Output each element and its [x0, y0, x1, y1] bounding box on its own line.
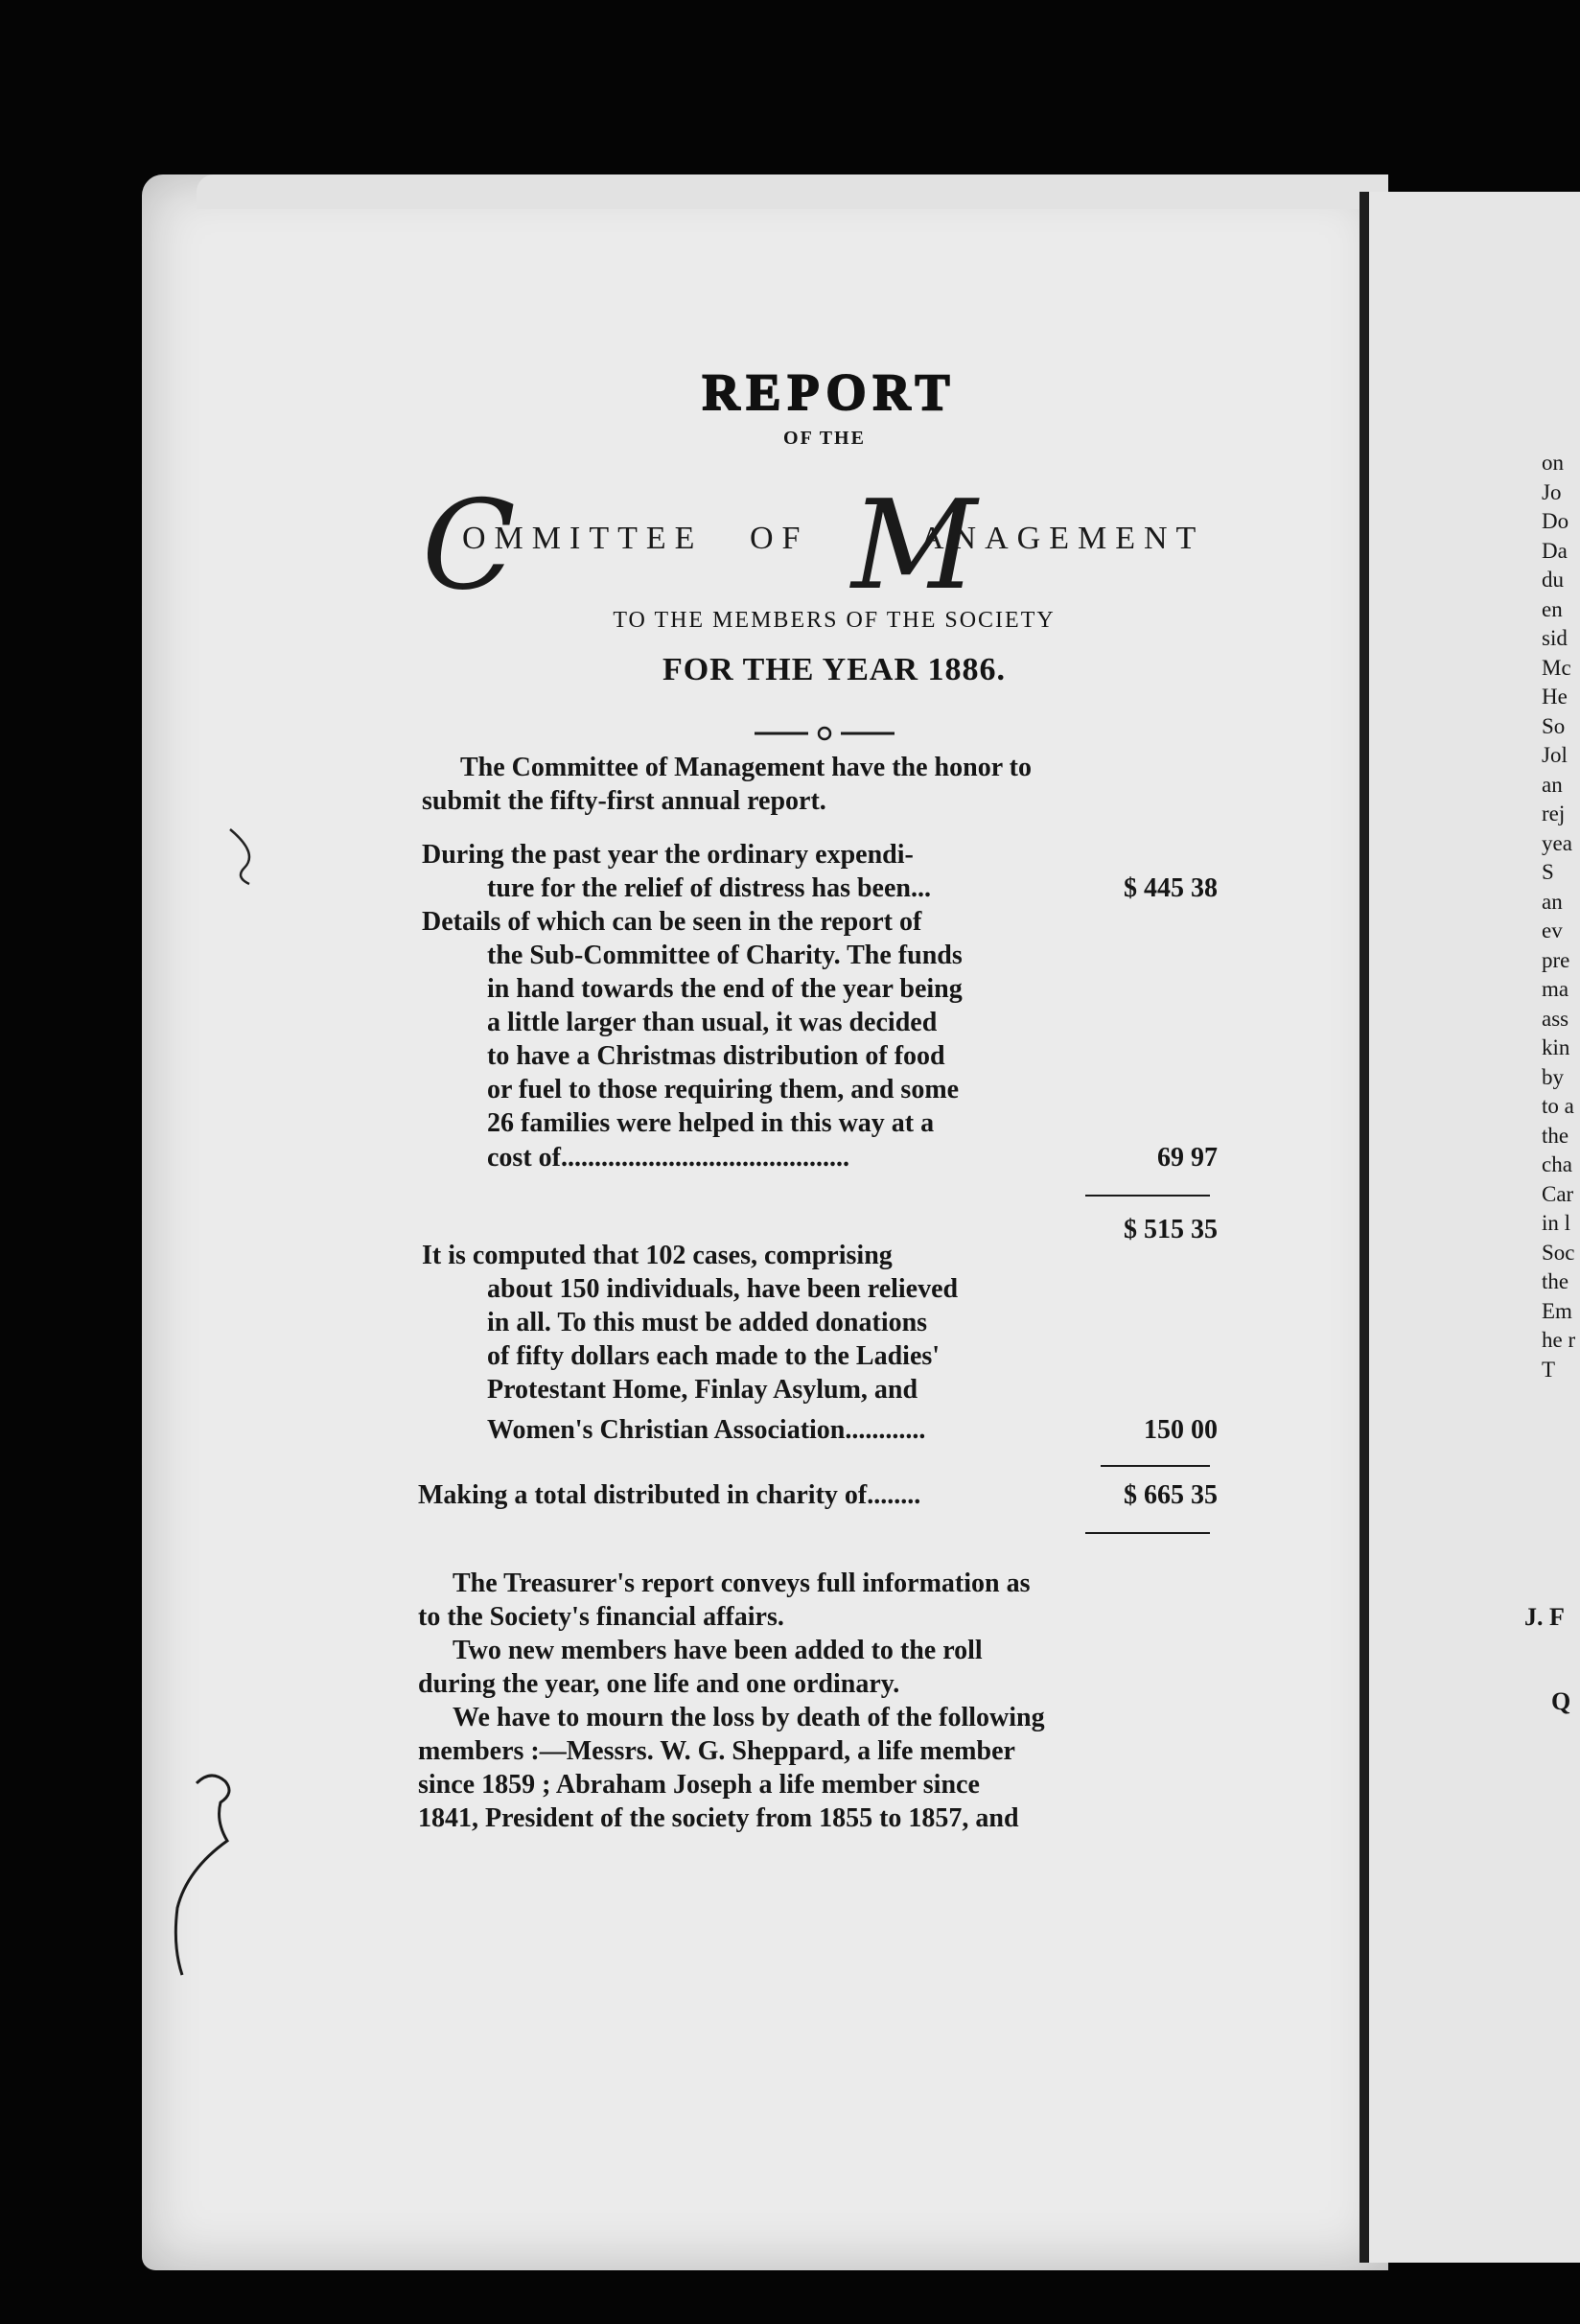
page-edge [197, 174, 1388, 209]
expenditure-line: a little larger than usual, it was decided [487, 1008, 938, 1037]
fragment: the [1542, 1269, 1569, 1293]
fragment: by [1542, 1064, 1564, 1089]
closing-line: Two new members have been added to the roll [453, 1636, 983, 1665]
fragment: Car [1542, 1181, 1574, 1206]
cases-line: about 150 individuals, have been relieved [487, 1274, 959, 1304]
fragment: He [1542, 685, 1568, 709]
closing-line: We have to mourn the loss by death of the following [453, 1703, 1045, 1732]
expenditure-line: the Sub-Committee of Charity. The funds [487, 941, 963, 970]
cases-line: in all. To this must be added donations [487, 1308, 928, 1337]
facing-page-text [1542, 449, 1580, 1384]
fragment: J. F [1524, 1603, 1565, 1631]
expenditure-line: cost of........................................... [487, 1143, 849, 1173]
fragment: du [1542, 568, 1564, 592]
fragment: T [1542, 1357, 1556, 1382]
fragment: Jol [1542, 743, 1568, 767]
fragment: ass [1542, 1006, 1569, 1031]
report-title: REPORT [702, 363, 957, 421]
committee-heading [422, 475, 1246, 617]
total-label: Making a total distributed in charity of........ [418, 1480, 921, 1510]
cases-line: Women's Christian Association............ [487, 1415, 926, 1445]
fragment: Q [1551, 1687, 1571, 1715]
to-members-line: TO THE MEMBERS OF THE SOCIETY [613, 608, 1056, 633]
expenditure-line: or fuel to those requiring them, and some [487, 1075, 960, 1104]
intro-line: The Committee of Management have the honor to [460, 753, 1032, 782]
fragment: Soc [1542, 1240, 1575, 1265]
total-rule-bottom [1085, 1532, 1210, 1534]
subtotal-amount: $ 515 35 [1124, 1215, 1218, 1244]
fragment: cha [1542, 1152, 1572, 1176]
pencil-mark [221, 825, 268, 892]
fragment: sid [1542, 626, 1568, 650]
fragment: in l [1542, 1211, 1571, 1235]
fragment: an [1542, 772, 1563, 797]
expenditure-line: to have a Christmas distribution of food [487, 1041, 945, 1071]
fragment: en [1542, 596, 1563, 621]
ordinary-amount: $ 445 38 [1124, 873, 1218, 903]
closing-line: 1841, President of the society from 1855 to 1857, and [418, 1803, 1019, 1833]
fragment: to a [1542, 1094, 1574, 1118]
fragment: Do [1542, 509, 1569, 533]
of-the-line: OF THE [783, 428, 866, 449]
cases-line: Protestant Home, Finlay Asylum, and [487, 1375, 918, 1405]
of-word: OF [750, 521, 809, 556]
fragment: rej [1542, 802, 1566, 825]
closing-line: The Treasurer's report conveys full information as [453, 1569, 1031, 1598]
fragment: Mc [1542, 655, 1571, 680]
fragment: Jo [1542, 479, 1562, 504]
expenditure-line: 26 families were helped in this way at a [487, 1108, 935, 1138]
donations-amount: 150 00 [1144, 1415, 1218, 1445]
committee-word: OMMITTEE [462, 521, 704, 556]
cases-line: It is computed that 102 cases, comprising [422, 1241, 893, 1270]
binding-fold [1359, 192, 1369, 2263]
fragment: on [1542, 451, 1564, 475]
closing-line: to the Society's financial affairs. [418, 1602, 784, 1632]
management-initial: M [851, 475, 978, 617]
total-rule-top [1101, 1465, 1210, 1467]
pencil-mark [168, 1764, 254, 1985]
fragment: ma [1542, 977, 1569, 1001]
fragment: yea [1542, 830, 1572, 855]
expenditure-line: Details of which can be seen in the report of [422, 907, 922, 937]
fragment: S [1542, 860, 1554, 884]
christmas-amount: 69 97 [1157, 1143, 1218, 1173]
closing-line: during the year, one life and one ordinary. [418, 1669, 900, 1699]
expenditure-line: in hand towards the end of the year being [487, 974, 963, 1004]
fragment: kin [1542, 1035, 1570, 1059]
fragment: Em [1542, 1298, 1572, 1323]
fragment: So [1542, 713, 1566, 738]
fragment: ev [1542, 918, 1563, 942]
fragment: an [1542, 889, 1563, 914]
fragment: the [1542, 1123, 1569, 1148]
expenditure-line: ture for the relief of distress has been... [487, 873, 931, 903]
closing-line: members :—Messrs. W. G. Sheppard, a life member [418, 1736, 1015, 1766]
closing-line: since 1859 ; Abraham Joseph a life member since [418, 1770, 980, 1800]
cases-line: of fifty dollars each made to the Ladies' [487, 1341, 941, 1371]
intro-line: submit the fifty-first annual report. [422, 786, 826, 816]
fragment: pre [1542, 947, 1570, 972]
year-line: FOR THE YEAR 1886. [662, 652, 1007, 687]
committee-initial: C [422, 475, 516, 617]
expenditure-line: During the past year the ordinary expendi- [422, 840, 914, 870]
total-amount: $ 665 35 [1124, 1480, 1218, 1510]
fragment: Da [1542, 538, 1568, 563]
fragment: he r [1542, 1328, 1576, 1352]
management-word: ANAGEMENT [920, 521, 1205, 556]
subtotal-rule [1085, 1195, 1210, 1197]
ornament-rule [753, 724, 896, 743]
